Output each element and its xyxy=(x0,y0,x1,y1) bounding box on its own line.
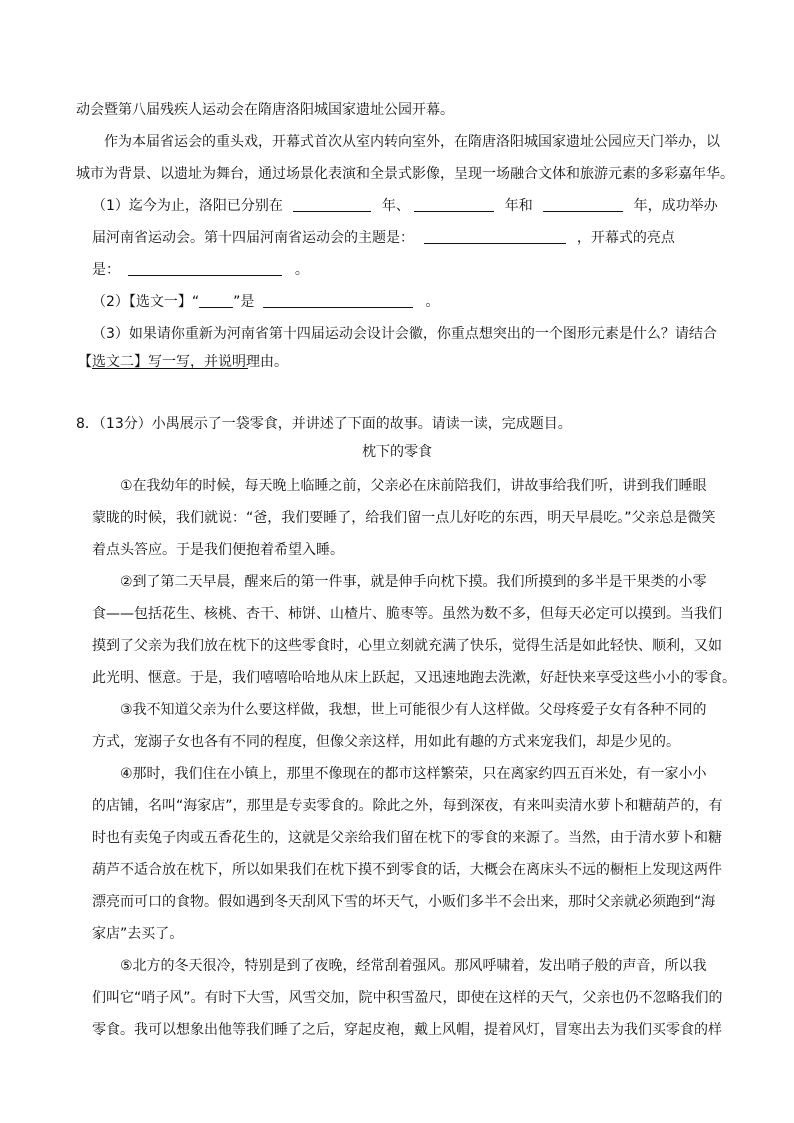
q2-blank-quote[interactable] xyxy=(199,293,233,308)
q1-text-5: 届河南省运动会。第十四届河南省运动会的主题是： xyxy=(92,230,414,246)
story-p4-line-5: 漂亮而可口的食物。假如遇到冬天刮风下雪的坏天气，小贩们多半不会出来，那时父亲就必须跑到“海 xyxy=(92,894,716,910)
intro-line-1: 动会暨第八届残疾人运动会在隋唐洛阳城国家遗址公园开幕。 xyxy=(76,102,454,118)
q1-blank-year-1[interactable] xyxy=(293,197,371,212)
intro-line-3: 城市为背景、以遗址为舞台，通过场景化表演和全景式影像，呈现一场融合文体和旅游元素的多彩嘉年华。 xyxy=(76,166,734,182)
q1-text-3: 年和 xyxy=(504,198,533,214)
story-p3-line-1: ③我不知道父亲为什么要这样做，我想，世上可能很少有人这样做。父母疼爱子女有各种不同的 xyxy=(120,702,707,718)
q3-answer-line[interactable] xyxy=(92,368,248,369)
q1-blank-year-3[interactable] xyxy=(543,197,623,212)
q2-text-2: ”是 xyxy=(233,294,255,310)
q1-blank-year-2[interactable] xyxy=(414,197,494,212)
q8-header: 8．（13分）小禺展示了一袋零食，并讲述了下面的故事。请读一读，完成题目。 xyxy=(76,416,572,432)
q1-text-6: ，开幕式的亮点 xyxy=(576,230,675,246)
q3-line-2: 【选文二】写一写，并说明理由。 xyxy=(78,354,288,370)
q1-blank-highlight[interactable] xyxy=(128,261,282,276)
story-p2-line-3: 摸到了父亲为我们放在枕下的这些零食时，心里立刻就充满了快乐，觉得生活是如此轻快、顺利，又如 xyxy=(92,638,722,654)
q1-blank-theme[interactable] xyxy=(424,229,566,244)
q2-line xyxy=(92,292,439,312)
story-p4-line-6: 家店”去买了。 xyxy=(92,926,184,942)
q2-text-3: 。 xyxy=(425,294,440,310)
q3-line-1: （3）如果请你重新为河南省第十四届运动会设计会徽，你重点想突出的一个图形元素是什么？请结合 xyxy=(92,326,717,342)
story-p5-line-3: 零食。我可以想象出他等我们睡了之后，穿起皮袍，戴上风帽，提着风灯，冒寒出去为我们买零食的样 xyxy=(92,1022,722,1038)
q2-text-1: （2）【选文一】“ xyxy=(92,294,200,310)
q1-line-2 xyxy=(92,228,675,248)
q1-text-7: 是： xyxy=(92,262,120,278)
story-title: 枕下的零食 xyxy=(362,444,432,460)
story-p4-line-2: 的店铺，名叫“海家店”，那里是专卖零食的。除此之外，每到深夜，有来叫卖清水萝卜和糖葫芦的，有 xyxy=(92,798,723,814)
story-p2-line-4: 此光明、惬意。于是，我们嘻嘻哈哈地从床上跃起，又迅速地跑去洗漱，好赶快来享受这些小小的零食。 xyxy=(92,670,736,686)
q1-line-3 xyxy=(92,260,309,280)
story-p2-line-2: 食——包括花生、核桃、杏干、柿饼、山楂片、脆枣等。虽然为数不多，但每天必定可以摸到。当我们 xyxy=(92,606,722,622)
story-p1-line-3: 着点头答应。于是我们便抱着希望入睡。 xyxy=(92,542,344,558)
story-p5-line-2: 们叫它“哨子风”。有时下大雪，风雪交加，院中积雪盈尺，即使在这样的天气，父亲也仍不忽略我们的 xyxy=(92,990,723,1006)
story-p1-line-2: 蒙眬的时候，我们就说：“爸，我们要睡了，给我们留一点儿好吃的东西，明天早晨吃。”父亲总是微笑 xyxy=(92,510,716,526)
q1-line-1 xyxy=(92,196,718,216)
story-p4-line-3: 时也有卖兔子肉或五香花生的，这就是父亲给我们留在枕下的零食的来源了。当然，由于清水萝卜和糖 xyxy=(92,830,722,846)
q1-text-1: （1）迄今为止，洛阳已分别在 xyxy=(92,198,283,214)
story-p4-line-1: ④那时，我们住在小镇上，那里不像现在的都市这样繁荣，只在离家约四五百米处，有一家小小 xyxy=(120,766,707,782)
q1-text-8: 。 xyxy=(294,262,309,278)
story-p1-line-1: ①在我幼年的时候，每天晚上临睡之前，父亲必在床前陪我们，讲故事给我们听，讲到我们睡眼 xyxy=(120,478,707,494)
story-p2-line-1: ②到了第二天早晨，醒来后的第一件事，就是伸手向枕下摸。我们所摸到的多半是干果类的小零 xyxy=(120,574,707,590)
intro-line-2: 作为本届省运会的重头戏，开幕式首次从室内转向室外，在隋唐洛阳城国家遗址公园应天门举办，以 xyxy=(104,134,720,150)
q2-blank-answer[interactable] xyxy=(263,293,413,308)
story-p5-line-1: ⑤北方的冬天很冷，特别是到了夜晚，经常刮着强风。那风呼啸着，发出哨子般的声音，所以我 xyxy=(120,958,707,974)
story-p4-line-4: 葫芦不适合放在枕下，所以如果我们在枕下摸不到零食的话，大概会在离床头不远的橱柜上发现这两件 xyxy=(92,862,722,878)
q1-text-2: 年、 xyxy=(381,198,410,214)
q1-text-4: 年，成功举办 xyxy=(633,198,718,214)
story-p3-line-2: 方式，宠溺子女也各有不同的程度，但像父亲这样，用如此有趣的方式来宠我们，却是少见的。 xyxy=(92,734,680,750)
